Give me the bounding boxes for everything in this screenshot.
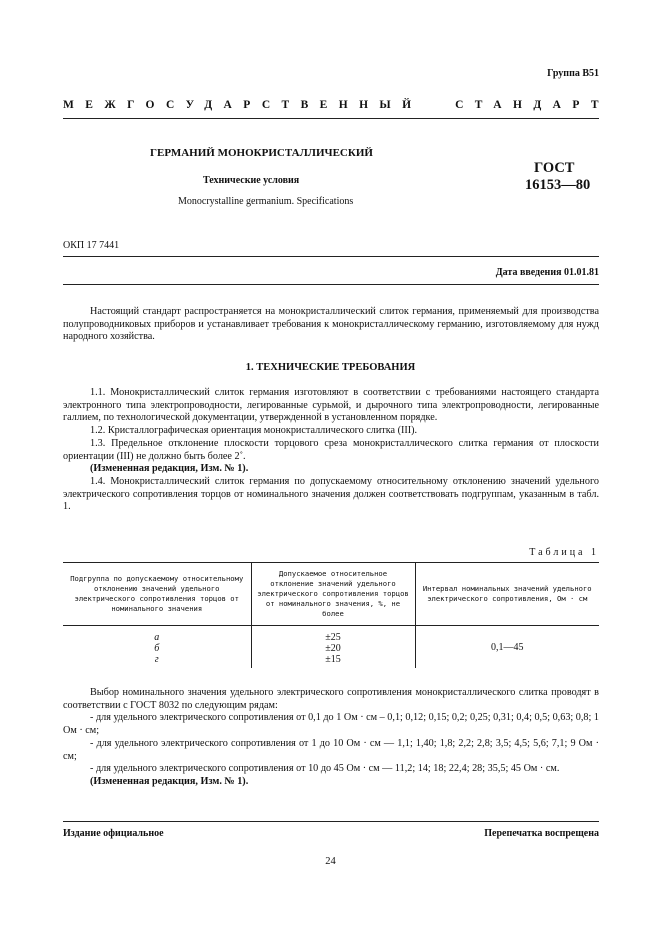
banner-left: МЕЖГОСУДАРСТВЕННЫЙ — [63, 99, 423, 111]
amendment-note: (Измененная редакция, Изм. № 1). — [90, 463, 249, 475]
deviation-cell: ±25 — [251, 626, 415, 644]
subgroup-cell: а — [154, 632, 160, 643]
range-cell: 0,1—45 — [415, 626, 599, 669]
intro-text: Настоящий стандарт распространяется на монокристаллический слиток германия, применяемый для производства полупроводниковых приборов и устанавливает требования к монокристаллическому германию, изготовляемому для нужд народного хозяйства. — [63, 306, 599, 343]
clause-1-3: 1.3. Предельное отклонение плоскости торцового среза монокристаллического слитка германия от плоскости ориентации (III) не должно быть более 2˚. — [63, 437, 599, 462]
gost-label: ГОСТ — [534, 160, 575, 176]
group-code: Группа В51 — [547, 68, 599, 79]
gost-number: 16153—80 — [525, 177, 591, 193]
intro-date-label: Дата введения — [495, 267, 562, 278]
clause-1-2: 1.2. Кристаллографическая ориентация монокристаллического слитка (III). — [90, 425, 418, 437]
nominal-values-body — [63, 687, 599, 789]
clause-1-1: 1.1. Монокристаллический слиток германия изготовляют в соответствии с требованиями настоящего стандарта электронного типа электропроводности, легированные сурьмой, и дырочного типа электропроводности, легированные галлием, по технологической документации, утвержденной в установленном порядке. — [63, 387, 599, 424]
footer-divider — [63, 821, 599, 822]
series-row-3: - для удельного электрического сопротивления от 10 до 45 Ом · см — 11,2; 14; 18; 22,4; 28; 35,5; 45 Ом · см. — [90, 763, 560, 775]
subgroup-cell: г — [154, 654, 159, 665]
nominal-values-intro: Выбор номинального значения удельного электрического сопротивления монокристаллического слитка проводят в соответствии с ГОСТ 8032 по следующим рядам: — [63, 687, 599, 711]
banner-right: СТАНДАРТ — [455, 99, 610, 111]
intro-paragraph — [63, 306, 599, 344]
deviation-cell: ±20 — [251, 643, 415, 654]
official-edition: Издание официальное — [63, 828, 164, 839]
okp-divider — [63, 256, 599, 257]
amendment-note: (Измененная редакция, Изм. № 1). — [90, 775, 249, 787]
standard-banner — [63, 99, 610, 111]
deviation-cell: ±15 — [251, 654, 415, 668]
banner-divider — [63, 118, 599, 119]
document-title: ГЕРМАНИЙ МОНОКРИСТАЛЛИЧЕСКИЙ — [150, 147, 373, 159]
table-label: Таблица 1 — [529, 547, 599, 558]
series-row-1: - для удельного электрического сопротивления от 0,1 до 1 Ом · см – 0,1; 0,12; 0,15; 0,2; 0,25; 0,31; 0,4; 0,5; 0,63; 0,8; 1 Ом · см; — [63, 712, 599, 737]
document-subtitle: Технические условия — [203, 175, 300, 186]
table-header-row — [63, 563, 599, 626]
reprint-notice: Перепечатка воспрещена — [484, 828, 599, 839]
document-title-en: Monocrystalline germanium. Specifications — [178, 196, 354, 207]
header-range: Интервал номинальных значений удельного электрического сопротивления, Ом · см — [415, 563, 599, 626]
gost-designation — [525, 160, 590, 194]
intro-date — [496, 267, 599, 278]
subgroup-cell: б — [154, 643, 160, 654]
header-deviation: Допускаемое относительное отклонение значений удельного электрического сопротивления торцов от номинального значения, %, не более — [251, 563, 415, 626]
series-row-2: - для удельного электрического сопротивления от 1 до 10 Ом · см — 1,1; 1,40; 1,8; 2,2; 2,8; 3,5; 4,5; 5,6; 7,1; 9 Ом · см; — [63, 737, 599, 762]
table-1 — [63, 562, 599, 668]
date-divider — [63, 284, 599, 285]
page-number: 24 — [325, 856, 336, 867]
header-subgroup: Подгруппа по допускаемому относительному отклонению значений удельного электрического сопротивления торцов от номинального значения — [63, 563, 251, 626]
okp-code: ОКП 17 7441 — [63, 240, 120, 251]
intro-date-value: 01.01.81 — [564, 267, 599, 278]
section-title: 1. ТЕХНИЧЕСКИЕ ТРЕБОВАНИЯ — [245, 362, 416, 373]
table-row — [63, 626, 599, 644]
clause-1-4: 1.4. Монокристаллический слиток германия по допускаемому относительному отклонению значений удельного электрического сопротивления торцов от номинального значения должен соответствовать подгруппам, указанным в табл. 1. — [63, 475, 599, 513]
section1-body — [63, 387, 599, 514]
